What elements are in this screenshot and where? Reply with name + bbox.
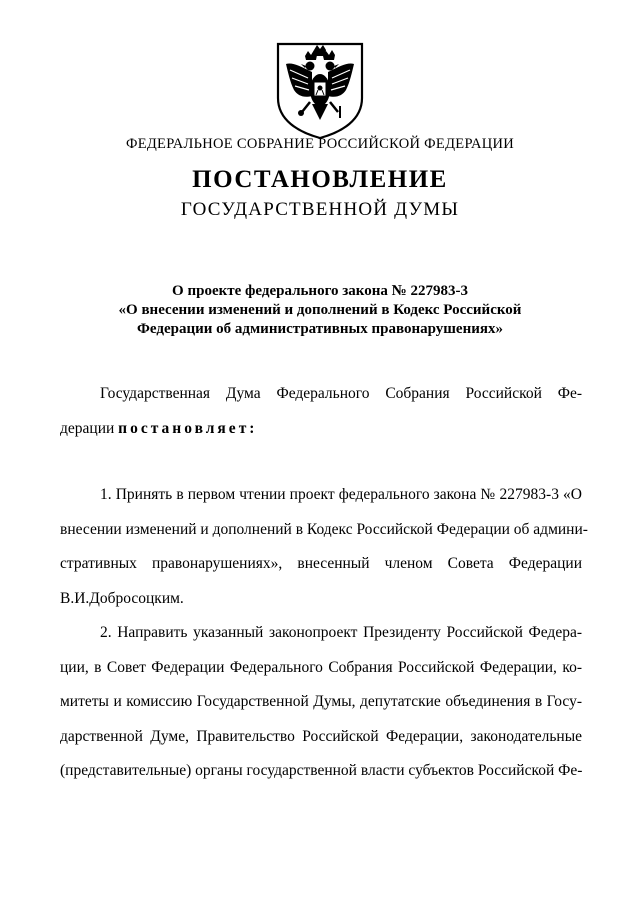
subject-line: Федерации об административных правонарушениях» bbox=[137, 321, 503, 337]
subject-line: О проекте федерального закона № 227983-3 bbox=[172, 283, 468, 299]
russian-emblem-icon bbox=[272, 40, 368, 140]
preamble bbox=[60, 377, 582, 446]
paragraph-1 bbox=[60, 478, 588, 616]
preamble-text: дерации bbox=[60, 419, 119, 437]
document-subtitle: ГОСУДАРСТВЕННОЙ ДУМЫ bbox=[180, 199, 460, 220]
organization-name: ФЕДЕРАЛЬНОЕ СОБРАНИЕ РОССИЙСКОЙ ФЕДЕРАЦИИ bbox=[125, 136, 515, 152]
paragraph-line: (представительные) органы государственной власти субъектов Российской Фе- bbox=[60, 762, 583, 779]
paragraph-2 bbox=[60, 616, 582, 789]
paragraph-line: стративных правонарушениях», внесенный членом Совета Федерации bbox=[60, 555, 582, 572]
preamble-line: Государственная Дума Федерального Собрания Российской Фе- bbox=[100, 385, 582, 402]
paragraph-line: митеты и комиссию Государственной Думы, депутатские объединения в Госу- bbox=[60, 693, 582, 710]
resolution-verb: постановляет: bbox=[118, 419, 258, 437]
paragraph-line: 1. Принять в первом чтении проект федерального закона № 227983-3 «О bbox=[100, 486, 582, 503]
preamble-line bbox=[60, 412, 582, 447]
paragraph-line: ции, в Совет Федерации Федерального Собрания Российской Федерации, ко- bbox=[60, 658, 582, 676]
subject-line: «О внесении изменений и дополнений в Кодекс Российской bbox=[118, 302, 522, 318]
paragraph-line: дарственной Думе, Правительство Российской Федерации, законодательные bbox=[60, 727, 582, 745]
paragraph-line: 2. Направить указанный законопроект Президенту Российской Федера- bbox=[100, 624, 582, 641]
paragraph-line: внесении изменений и дополнений в Кодекс Российской Федерации об админи- bbox=[60, 520, 588, 538]
paragraph-line: В.И.Добросоцким. bbox=[60, 589, 184, 607]
document-subject bbox=[0, 282, 640, 339]
document-title: ПОСТАНОВЛЕНИЕ bbox=[192, 166, 448, 193]
